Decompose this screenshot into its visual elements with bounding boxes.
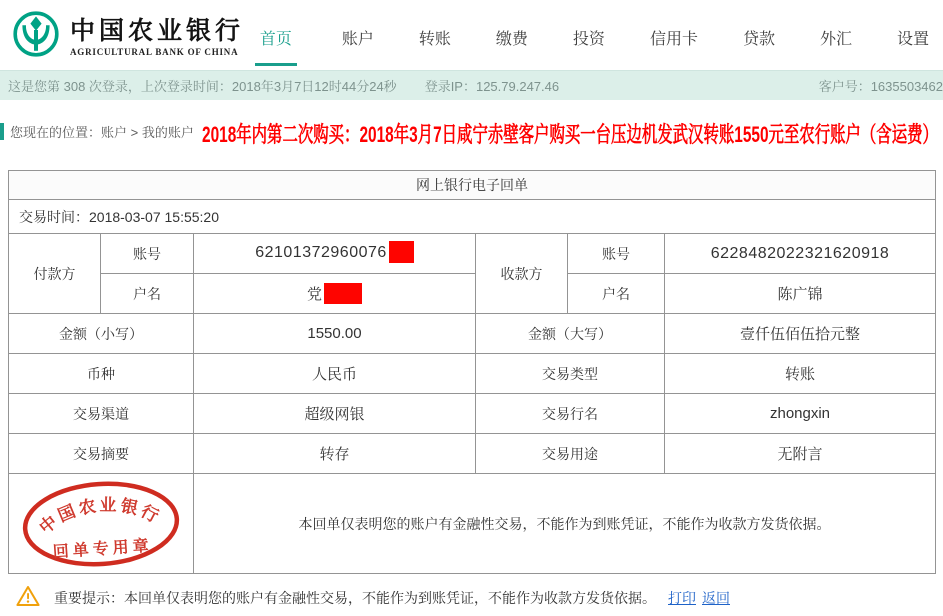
payer-name-label: 户名 [101, 274, 194, 314]
amount-value: 1550.00 [194, 314, 476, 354]
main-nav [255, 0, 929, 70]
summary-value: 转存 [194, 434, 476, 474]
payee-account-value: 6228482022321620918 [665, 234, 936, 274]
nav-item-transfer[interactable]: 转账 [418, 31, 451, 48]
login-ip: 登录IP：125.79.247.46 [424, 79, 560, 94]
nav-item-loans[interactable]: 贷款 [742, 31, 775, 48]
nav-item-settings[interactable]: 设置 [896, 31, 929, 48]
purpose-value: 无附言 [665, 434, 936, 474]
e-receipt [8, 170, 936, 574]
stamp-line2: 回单专用章 [52, 536, 154, 561]
nav-item-forex[interactable]: 外汇 [819, 31, 852, 48]
nav-item-credit-card[interactable]: 信用卡 [649, 31, 698, 48]
txn-bank-label: 交易行名 [476, 394, 665, 434]
back-link[interactable]: 返回 [702, 590, 730, 606]
txn-type-label: 交易类型 [476, 354, 665, 394]
breadcrumb [0, 122, 194, 141]
payee-group-label: 收款方 [476, 234, 568, 314]
payee-name-value: 陈广锦 [665, 274, 936, 314]
login-visit-info: 这是您第 308 次登录，上次登录时间：2018年3月7日12时44分24秒 [8, 79, 397, 94]
purpose-label: 交易用途 [476, 434, 665, 474]
payee-account-label: 账号 [568, 234, 665, 274]
customer-number: 客户号：1635503462 [818, 79, 943, 94]
payer-name-value: 党 [194, 274, 476, 314]
receipt-title: 网上银行电子回单 [9, 171, 936, 200]
amount-words-value: 壹仟伍佰伍拾元整 [665, 314, 936, 354]
txn-type-value: 转账 [665, 354, 936, 394]
payer-account-value: 62101372960076 [194, 234, 476, 274]
purchase-annotation: 2018年内第二次购买：2018年3月7日咸宁赤壁客户购买一台压边机发武汉转账1550元至农行账户（含运费） [202, 122, 938, 147]
breadcrumb-text: 您现在的位置：账户 > 我的账户 [10, 125, 194, 140]
payer-account-label: 账号 [101, 234, 194, 274]
transaction-time: 交易时间：2018-03-07 15:55:20 [9, 200, 936, 234]
nav-item-investment[interactable]: 投资 [572, 31, 605, 48]
header [0, 0, 943, 70]
currency-label: 币种 [9, 354, 194, 394]
bank-logo [12, 9, 244, 64]
txn-bank-value: zhongxin [665, 394, 936, 434]
amount-label: 金额（小写） [9, 314, 194, 354]
login-info-bar [0, 70, 943, 100]
breadcrumb-marker [0, 123, 4, 140]
receipt-seal-stamp [16, 474, 186, 573]
currency-value: 人民币 [194, 354, 476, 394]
payer-group-label: 付款方 [9, 234, 101, 314]
warning-icon [16, 585, 40, 612]
stamp-line1: 中国农业银行 [35, 495, 165, 538]
footer-notice-bar [0, 580, 943, 616]
abc-bank-logo-icon [12, 9, 60, 64]
channel-label: 交易渠道 [9, 394, 194, 434]
summary-label: 交易摘要 [9, 434, 194, 474]
payee-name-label: 户名 [568, 274, 665, 314]
receipt-disclaimer: 本回单仅表明您的账户有金融性交易，不能作为到账凭证，不能作为收款方发货依据。 [194, 474, 936, 574]
print-link[interactable]: 打印 [668, 590, 696, 606]
amount-words-label: 金额（大写） [476, 314, 665, 354]
channel-value: 超级网银 [194, 394, 476, 434]
bank-name-en: AGRICULTURAL BANK OF CHINA [70, 46, 239, 57]
redaction-box [324, 283, 362, 304]
bank-name-cn: 中国农业银行 [70, 16, 245, 45]
nav-item-payments[interactable]: 缴费 [495, 31, 528, 48]
nav-item-home[interactable]: 首页 [255, 4, 297, 66]
stamp-cell [9, 474, 194, 574]
footer-notice: 重要提示：本回单仅表明您的账户有金融性交易，不能作为到账凭证，不能作为收款方发货依据。 [54, 590, 656, 606]
redaction-box [389, 241, 414, 263]
nav-item-accounts[interactable]: 账户 [341, 31, 374, 48]
